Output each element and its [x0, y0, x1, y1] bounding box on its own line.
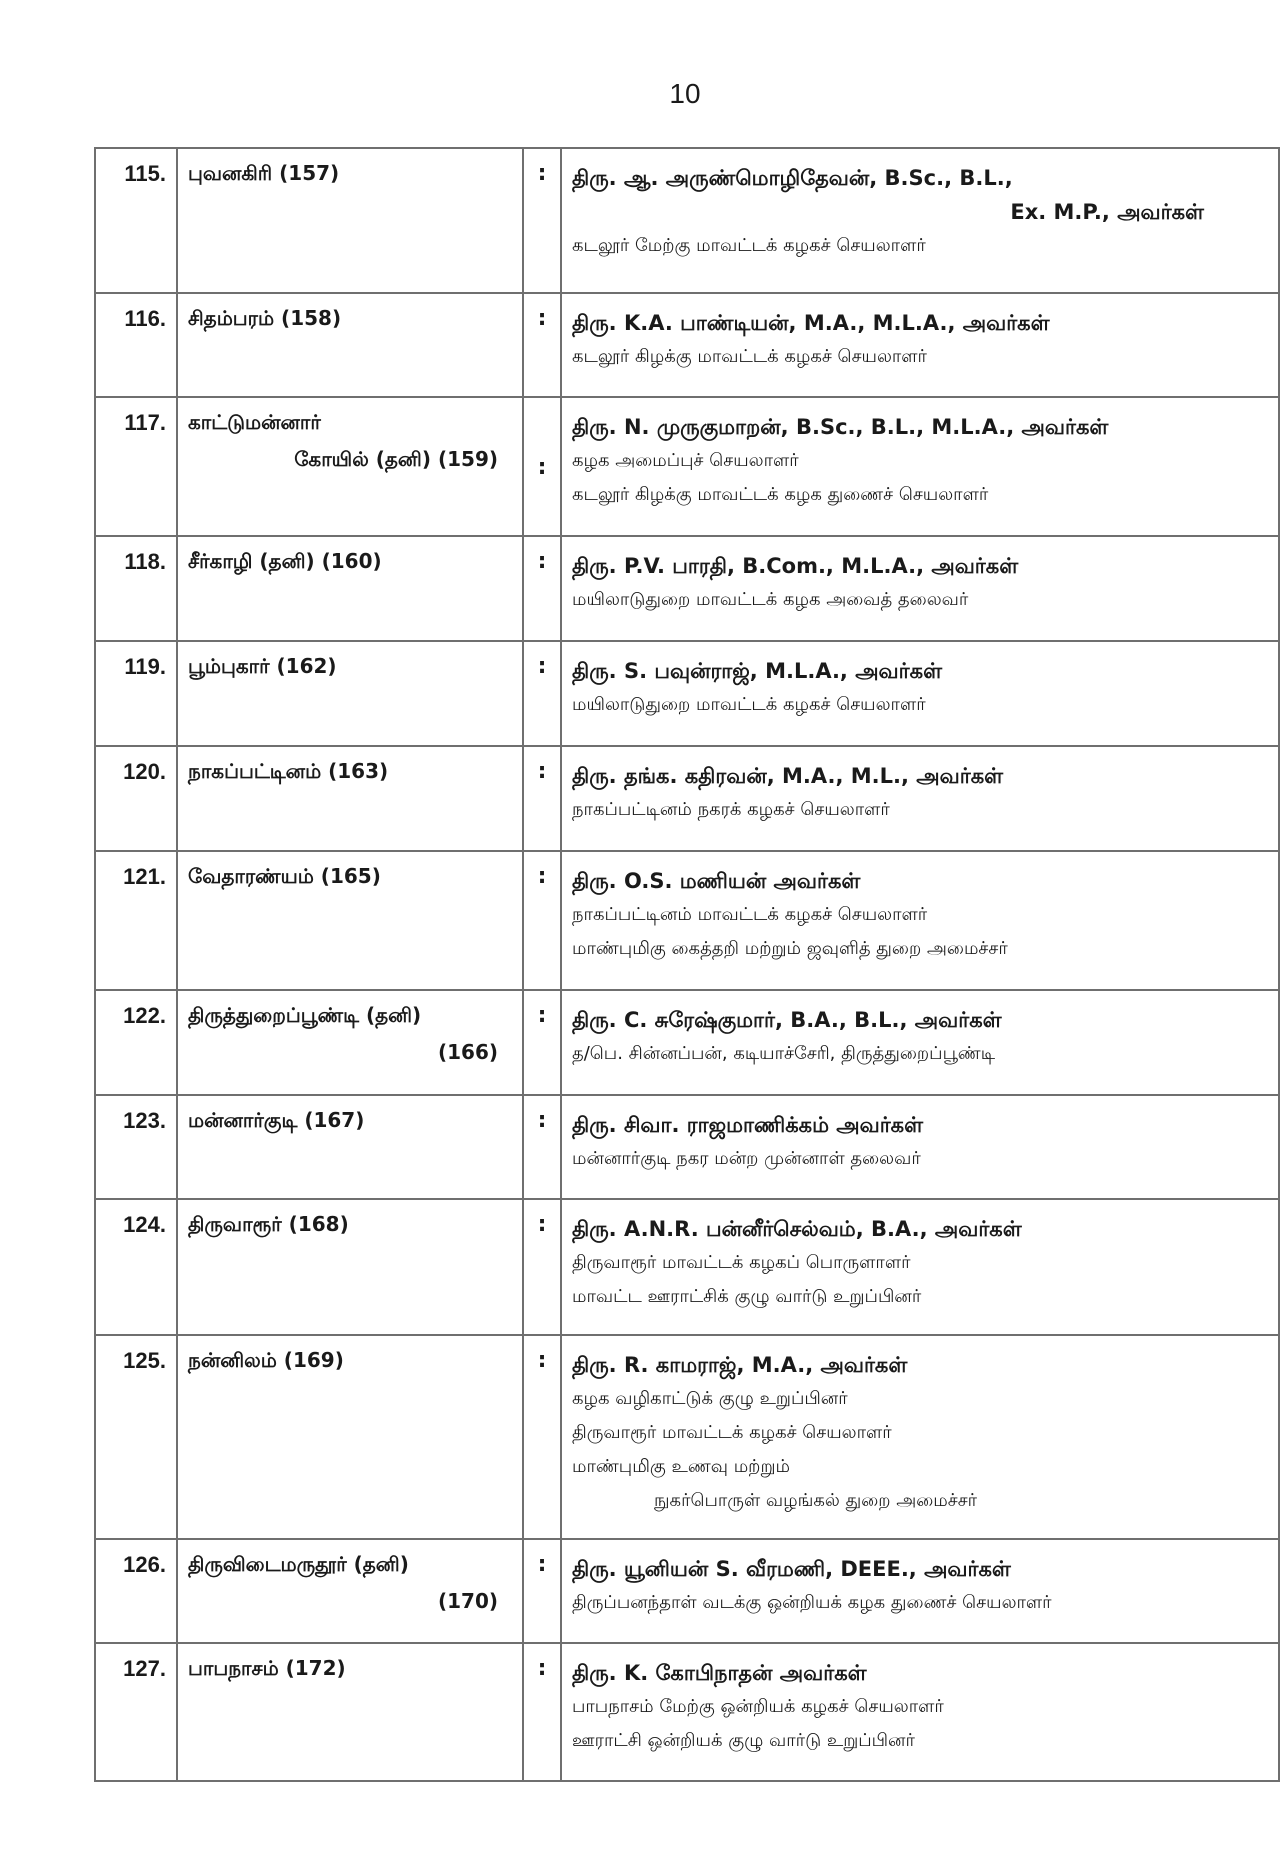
separator-colon: : — [523, 1335, 561, 1539]
separator-colon: : — [523, 1199, 561, 1335]
serial-number: 116. — [95, 293, 177, 397]
constituency — [177, 1095, 523, 1199]
serial-number: 117. — [95, 397, 177, 536]
serial-number: 121. — [95, 851, 177, 990]
candidate-role: மாவட்ட ஊராட்சிக் குழு வார்டு உறுப்பினர் — [572, 1286, 922, 1307]
table-row — [95, 641, 1279, 746]
candidate-details — [561, 536, 1279, 641]
candidate-role: கடலூர் கிழக்கு மாவட்டக் கழக துணைச் செயலாளர் — [572, 484, 989, 505]
candidate-table — [94, 147, 1280, 1782]
serial-number: 119. — [95, 641, 177, 746]
separator-colon: : — [523, 1539, 561, 1643]
constituency-line: நன்னிலம் (169) — [188, 1348, 344, 1372]
candidate-role: திருவாரூர் மாவட்டக் கழகச் செயலாளர் — [572, 1422, 892, 1443]
constituency — [177, 1335, 523, 1539]
constituency-line: மன்னார்குடி (167) — [188, 1108, 365, 1132]
candidate-role: நாகப்பட்டினம் மாவட்டக் கழகச் செயலாளர் — [572, 904, 928, 925]
constituency — [177, 851, 523, 990]
candidate-role: கழக வழிகாட்டுக் குழு உறுப்பினர் — [572, 1388, 848, 1409]
separator-colon: : — [523, 746, 561, 851]
serial-number: 115. — [95, 148, 177, 293]
constituency — [177, 641, 523, 746]
serial-number: 120. — [95, 746, 177, 851]
candidate-role: நுகர்பொருள் வழங்கல் துறை அமைச்சர் — [654, 1490, 978, 1511]
candidate-role: திருப்பனந்தாள் வடக்கு ஒன்றியக் கழக துணைச் செயலாளர் — [572, 1592, 1052, 1613]
constituency-line: சிதம்பரம் (158) — [188, 306, 342, 330]
candidate-role: திருவாரூர் மாவட்டக் கழகப் பொருளாளர் — [572, 1252, 911, 1273]
serial-number: 122. — [95, 990, 177, 1095]
candidate-name: திரு. O.S. மணியன் அவர்கள் — [572, 869, 861, 893]
table-row — [95, 1539, 1279, 1643]
candidate-details — [561, 990, 1279, 1095]
table-row — [95, 1643, 1279, 1781]
candidate-details — [561, 148, 1279, 293]
constituency-line: திருவிடைமருதூர் (தனி) — [188, 1552, 409, 1576]
constituency-line: பாபநாசம் (172) — [188, 1656, 346, 1680]
candidate-role: பாபநாசம் மேற்கு ஒன்றியக் கழகச் செயலாளர் — [572, 1696, 944, 1717]
constituency-line: நாகப்பட்டினம் (163) — [188, 759, 389, 783]
constituency-line: திருத்துறைப்பூண்டி (தனி) — [188, 1003, 422, 1027]
candidate-name-continued: Ex. M.P., அவர்கள் — [1010, 200, 1204, 224]
table-row — [95, 990, 1279, 1095]
constituency-line: (166) — [437, 1040, 498, 1064]
candidate-role: மாண்புமிகு உணவு மற்றும் — [572, 1456, 790, 1477]
candidate-details — [561, 1095, 1279, 1199]
constituency — [177, 1643, 523, 1781]
page-number: 10 — [669, 78, 701, 109]
candidate-details — [561, 746, 1279, 851]
separator-colon: : — [523, 851, 561, 990]
candidate-details — [561, 1643, 1279, 1781]
candidate-role: மன்னார்குடி நகர மன்ற முன்னாள் தலைவர் — [572, 1148, 921, 1169]
candidate-name: திரு. R. காமராஜ், M.A., அவர்கள் — [572, 1353, 908, 1377]
constituency-line: பூம்புகார் (162) — [188, 654, 337, 678]
constituency-line: கோயில் (தனி) (159) — [294, 447, 498, 471]
candidate-name: திரு. S. பவுன்ராஜ், M.L.A., அவர்கள் — [572, 659, 943, 683]
constituency-line: காட்டுமன்னார் — [188, 410, 321, 434]
table-row — [95, 851, 1279, 990]
candidate-role: மயிலாடுதுறை மாவட்டக் கழகச் செயலாளர் — [572, 694, 926, 715]
serial-number: 125. — [95, 1335, 177, 1539]
candidate-role: கடலூர் மேற்கு மாவட்டக் கழகச் செயலாளர் — [572, 235, 926, 256]
candidate-role: த/பெ. சின்னப்பன், கடியாச்சேரி, திருத்துறைப்பூண்டி — [572, 1043, 996, 1064]
constituency — [177, 397, 523, 536]
candidate-name: திரு. C. சுரேஷ்குமார், B.A., B.L., அவர்கள் — [572, 1008, 1002, 1032]
constituency-line: திருவாரூர் (168) — [188, 1212, 349, 1236]
candidate-role: கழக அமைப்புச் செயலாளர் — [572, 450, 799, 471]
table-row — [95, 397, 1279, 536]
constituency — [177, 293, 523, 397]
candidate-details — [561, 641, 1279, 746]
candidate-role: மாண்புமிகு கைத்தறி மற்றும் ஜவுளித் துறை அமைச்சர் — [572, 938, 1008, 959]
constituency — [177, 536, 523, 641]
constituency — [177, 1199, 523, 1335]
separator-colon: : — [523, 1095, 561, 1199]
candidate-name: திரு. K. கோபிநாதன் அவர்கள் — [572, 1661, 867, 1685]
serial-number: 126. — [95, 1539, 177, 1643]
table-row — [95, 1199, 1279, 1335]
candidate-name: திரு. சிவா. ராஜமாணிக்கம் அவர்கள் — [572, 1113, 924, 1137]
candidate-role: ஊராட்சி ஒன்றியக் குழு வார்டு உறுப்பினர் — [572, 1730, 915, 1751]
candidate-details — [561, 293, 1279, 397]
constituency — [177, 148, 523, 293]
candidate-name: திரு. N. முருகுமாறன், B.Sc., B.L., M.L.A., அவர்கள் — [572, 415, 1109, 439]
separator-colon: : — [523, 536, 561, 641]
candidate-details — [561, 1199, 1279, 1335]
candidate-details — [561, 1539, 1279, 1643]
table-row — [95, 293, 1279, 397]
separator-colon: : — [523, 397, 561, 536]
serial-number: 118. — [95, 536, 177, 641]
serial-number: 123. — [95, 1095, 177, 1199]
candidate-name: திரு. K.A. பாண்டியன், M.A., M.L.A., அவர்கள் — [572, 311, 1050, 335]
separator-colon: : — [523, 641, 561, 746]
candidate-name: திரு. தங்க. கதிரவன், M.A., M.L., அவர்கள் — [572, 764, 1004, 788]
candidate-name: திரு. A.N.R. பன்னீர்செல்வம், B.A., அவர்கள் — [572, 1217, 1022, 1241]
table-row — [95, 1335, 1279, 1539]
candidate-details — [561, 851, 1279, 990]
table-row — [95, 536, 1279, 641]
candidate-name: திரு. ஆ. அருண்மொழிதேவன், B.Sc., B.L., — [572, 166, 1013, 190]
constituency-line: சீர்காழி (தனி) (160) — [188, 549, 382, 573]
separator-colon: : — [523, 990, 561, 1095]
candidate-role: மயிலாடுதுறை மாவட்டக் கழக அவைத் தலைவர் — [572, 589, 969, 610]
constituency-line: புவனகிரி (157) — [188, 161, 340, 185]
serial-number: 127. — [95, 1643, 177, 1781]
constituency — [177, 1539, 523, 1643]
serial-number: 124. — [95, 1199, 177, 1335]
constituency — [177, 990, 523, 1095]
separator-colon: : — [523, 1643, 561, 1781]
candidate-details — [561, 397, 1279, 536]
separator-colon: : — [523, 148, 561, 293]
separator-colon: : — [523, 293, 561, 397]
candidate-role: நாகப்பட்டினம் நகரக் கழகச் செயலாளர் — [572, 799, 890, 820]
table-row — [95, 746, 1279, 851]
candidate-details — [561, 1335, 1279, 1539]
candidate-role: கடலூர் கிழக்கு மாவட்டக் கழகச் செயலாளர் — [572, 346, 927, 367]
constituency-line: (170) — [437, 1589, 498, 1613]
constituency-line: வேதாரண்யம் (165) — [188, 864, 381, 888]
table-row — [95, 1095, 1279, 1199]
candidate-name: திரு. P.V. பாரதி, B.Com., M.L.A., அவர்கள் — [572, 554, 1019, 578]
table-row — [95, 148, 1279, 293]
candidate-name: திரு. யூனியன் S. வீரமணி, DEEE., அவர்கள் — [572, 1557, 1011, 1581]
constituency — [177, 746, 523, 851]
